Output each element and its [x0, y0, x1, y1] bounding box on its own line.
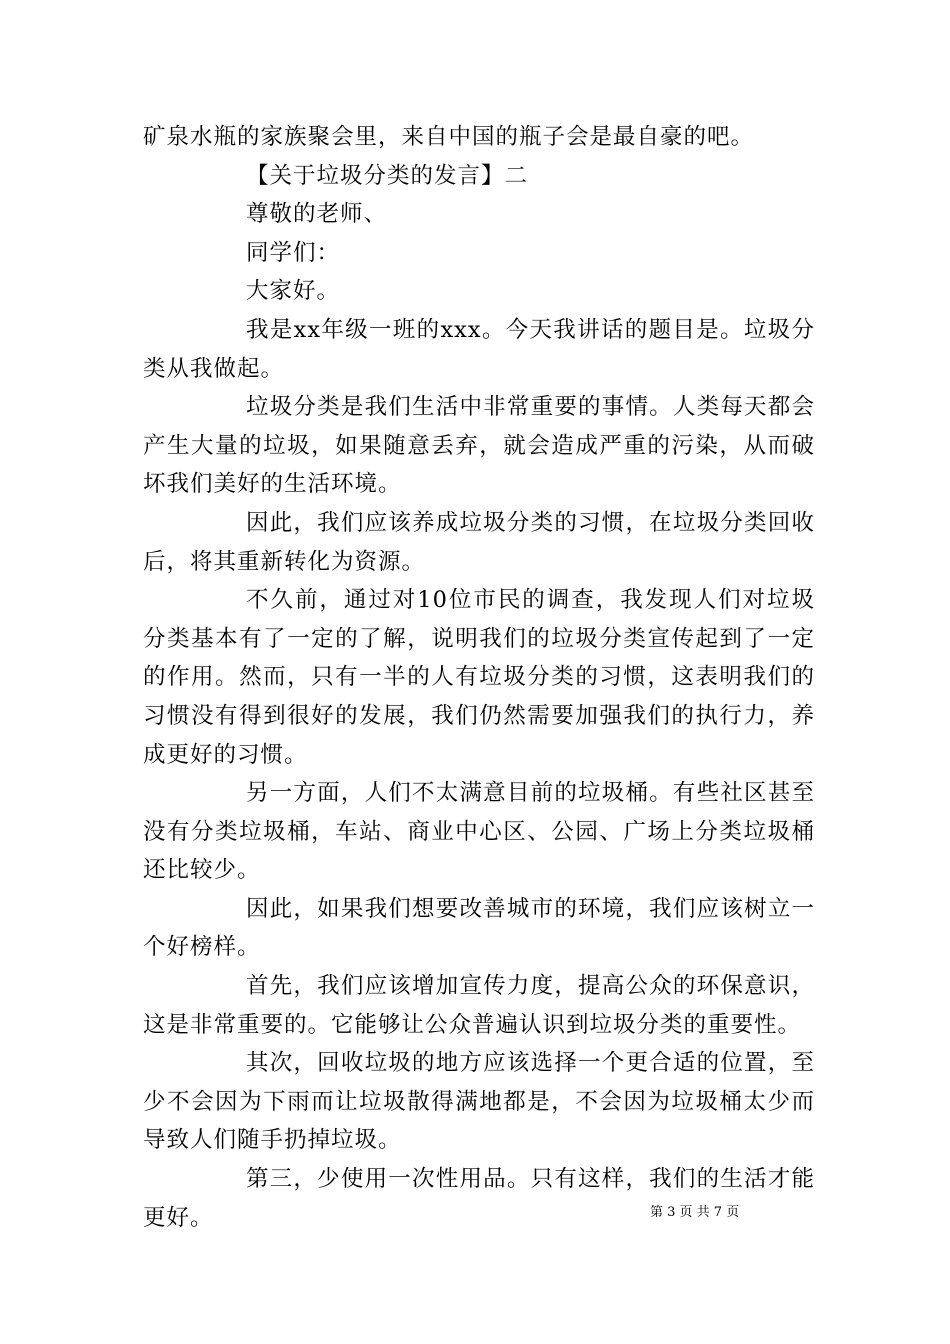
paragraph: 第三，少使用一次性用品。只有这样，我们的生活才能更好。 [143, 1166, 815, 1231]
paragraph: 矿泉水瓶的家族聚会里，来自中国的瓶子会是最自豪的吧。 [143, 124, 755, 150]
greeting: 大家好。 [246, 278, 341, 305]
paragraph: 不久前，通过对10位市民的调查，我发现人们对垃圾分类基本有了一定的了解，说明我们的垃圾分类宣传起到了一定的作用。然而，只有一半的人有垃圾分类的习惯，这表明我们的习惯没有得到很好的发展，我们仍然需要加强我们的执行力，养成更好的习惯。 [143, 587, 815, 768]
paragraph: 垃圾分类是我们生活中非常重要的事情。人类每天都会产生大量的垃圾，如果随意丢弃，就会造成严重的污染，从而破坏我们美好的生活环境。 [143, 394, 815, 498]
paragraph: 我是xx年级一班的xxx。今天我讲话的题目是。垃圾分类从我做起。 [143, 316, 815, 382]
section-heading: 【关于垃圾分类的发言】二 [246, 162, 529, 189]
paragraph: 因此，我们应该养成垃圾分类的习惯，在垃圾分类回收后，将其重新转化为资源。 [143, 509, 815, 575]
paragraph: 其次，回收垃圾的地方应该选择一个更合适的位置，至少不会因为下雨而让垃圾散得满地都是，不会因为垃圾桶太少而导致人们随手扔掉垃圾。 [143, 1050, 815, 1154]
page-number-footer: 第 3 页 共 7 页 [650, 1205, 740, 1220]
document-body [143, 118, 815, 1237]
paragraph: 因此，如果我们想要改善城市的环境，我们应该树立一个好榜样。 [143, 895, 815, 961]
paragraph: 另一方面，人们不太满意目前的垃圾桶。有些社区甚至没有分类垃圾桶，车站、商业中心区、公园、广场上分类垃圾桶还比较少。 [143, 780, 815, 884]
salutation-teachers: 尊敬的老师、 [246, 201, 388, 228]
salutation-students: 同学们： [246, 239, 341, 266]
paragraph: 首先，我们应该增加宣传力度，提高公众的环保意识，这是非常重要的。它能够让公众普遍认识到垃圾分类的重要性。 [143, 973, 815, 1038]
